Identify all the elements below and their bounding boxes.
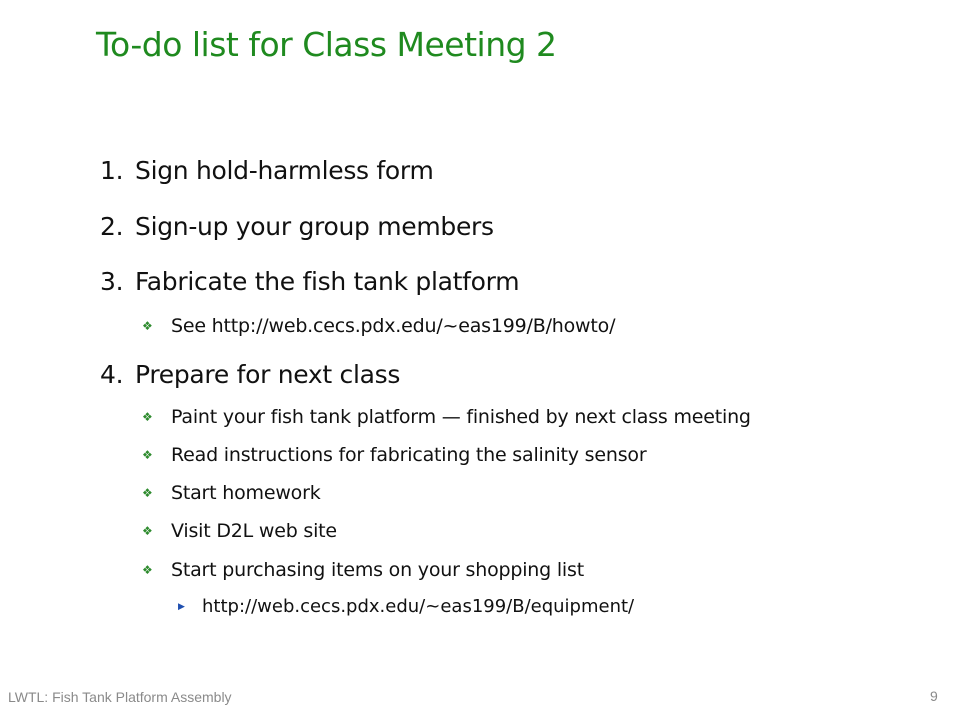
sub-item-text: Start purchasing items on your shopping list — [171, 559, 584, 581]
list-item — [100, 210, 494, 244]
item-number: 3. — [100, 267, 124, 296]
page-number: 9 — [930, 688, 938, 704]
item-number: 2. — [100, 212, 124, 241]
sub-item-text: Paint your fish tank platform — finished by next class meeting — [171, 406, 751, 428]
item-text: Fabricate the fish tank platform — [135, 267, 520, 296]
item-number: 4. — [100, 360, 124, 389]
list-item — [100, 358, 400, 392]
sub-item — [142, 518, 337, 544]
diamond-bullet-icon: ❖ — [142, 486, 153, 500]
sub-item — [142, 480, 321, 506]
sub-sub-item — [178, 595, 634, 619]
sub-item — [142, 313, 615, 339]
diamond-bullet-icon: ❖ — [142, 524, 153, 538]
sub-item — [142, 557, 584, 583]
diamond-bullet-icon: ❖ — [142, 410, 153, 424]
item-text: Prepare for next class — [135, 360, 401, 389]
sub-item — [142, 404, 751, 430]
item-number: 1. — [100, 156, 124, 185]
item-text: Sign-up your group members — [135, 212, 494, 241]
sub-item-text: Read instructions for fabricating the salinity sensor — [171, 444, 647, 466]
item-text: Sign hold-harmless form — [135, 156, 434, 185]
list-item — [100, 265, 519, 299]
triangle-bullet-icon: ▶ — [178, 602, 185, 612]
sub-item — [142, 442, 646, 468]
diamond-bullet-icon: ❖ — [142, 319, 153, 333]
slide-title: To-do list for Class Meeting 2 — [96, 25, 557, 64]
sub-item-text: Visit D2L web site — [171, 520, 337, 542]
footer-title: LWTL: Fish Tank Platform Assembly — [8, 689, 232, 705]
sub-item-text: See http://web.cecs.pdx.edu/~eas199/B/howto/ — [171, 315, 616, 337]
diamond-bullet-icon: ❖ — [142, 448, 153, 462]
list-item — [100, 154, 434, 188]
diamond-bullet-icon: ❖ — [142, 563, 153, 577]
sub-item-text: Start homework — [171, 482, 321, 504]
sub-sub-item-text: http://web.cecs.pdx.edu/~eas199/B/equipment/ — [202, 596, 635, 617]
